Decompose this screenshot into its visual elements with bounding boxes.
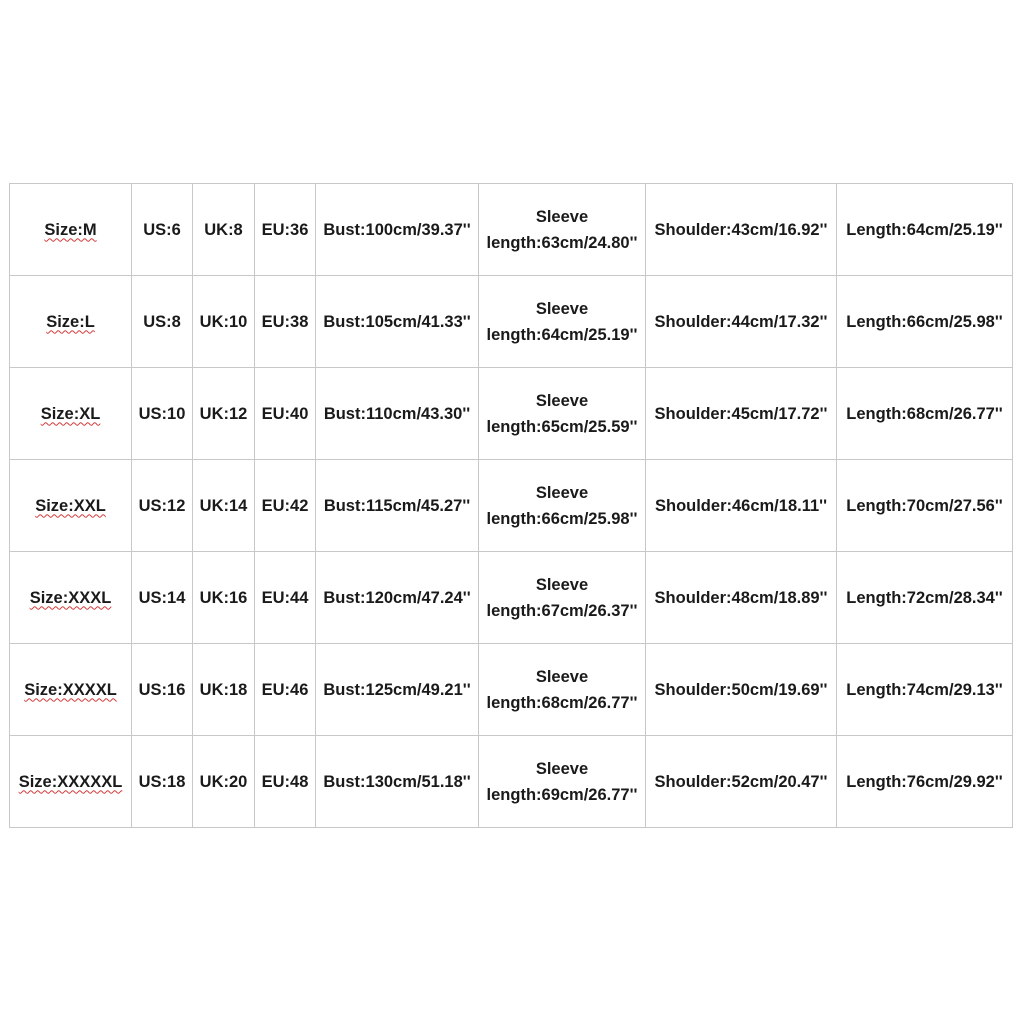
uk-size-cell: [193, 184, 255, 276]
length-text: Length:68cm/26.77'': [846, 404, 1003, 423]
bust-text: Bust:120cm/47.24'': [323, 588, 471, 607]
length-cell: [837, 644, 1013, 736]
table-row: [10, 736, 1013, 828]
length-cell: [837, 184, 1013, 276]
uk-size-cell: [193, 644, 255, 736]
eu-size-text: EU:38: [261, 312, 309, 331]
eu-size-text: EU:46: [261, 680, 309, 699]
eu-size-cell: [255, 552, 316, 644]
sleeve-length-cell: [479, 460, 646, 552]
eu-size-cell: [255, 644, 316, 736]
us-size-text: US:12: [138, 496, 186, 515]
sleeve-length-cell: [479, 184, 646, 276]
sleeve-length-text: Sleeve: [535, 483, 589, 502]
sleeve-length-text: Sleeve: [535, 759, 589, 778]
bust-cell: [316, 736, 479, 828]
sleeve-length-text: Sleeve: [535, 575, 589, 594]
bust-cell: [316, 644, 479, 736]
sleeve-length-cell: [479, 368, 646, 460]
size-text: Size:XXXXL: [24, 680, 117, 699]
us-size-cell: [132, 460, 193, 552]
bust-cell: [316, 460, 479, 552]
size-text: Size:XL: [40, 404, 101, 423]
shoulder-cell: [646, 368, 837, 460]
shoulder-text: Shoulder:45cm/17.72'': [654, 404, 828, 423]
us-size-text: US:6: [143, 220, 181, 239]
size-cell: [10, 736, 132, 828]
us-size-text: US:16: [138, 680, 186, 699]
table-row: [10, 184, 1013, 276]
uk-size-cell: [193, 552, 255, 644]
size-cell: [10, 368, 132, 460]
shoulder-cell: [646, 184, 837, 276]
uk-size-text: UK:14: [199, 496, 248, 515]
table-row: [10, 644, 1013, 736]
bust-text: Bust:115cm/45.27'': [323, 496, 471, 515]
eu-size-text: EU:44: [261, 588, 309, 607]
uk-size-text: UK:16: [199, 588, 248, 607]
eu-size-cell: [255, 276, 316, 368]
bust-text: Bust:100cm/39.37'': [323, 220, 471, 239]
eu-size-cell: [255, 184, 316, 276]
sleeve-length-cell: [479, 736, 646, 828]
shoulder-cell: [646, 736, 837, 828]
shoulder-cell: [646, 644, 837, 736]
sleeve-length-cell: [479, 552, 646, 644]
shoulder-text: Shoulder:43cm/16.92'': [654, 220, 828, 239]
sleeve-length-text: Sleeve: [535, 667, 589, 686]
length-cell: [837, 368, 1013, 460]
length-text: Length:66cm/25.98'': [846, 312, 1003, 331]
sleeve-length-cell: [479, 644, 646, 736]
eu-size-text: EU:40: [261, 404, 309, 423]
eu-size-text: EU:42: [261, 496, 309, 515]
length-text: Length:74cm/29.13'': [846, 680, 1003, 699]
shoulder-text: Shoulder:52cm/20.47'': [654, 772, 828, 791]
eu-size-cell: [255, 736, 316, 828]
table-row: [10, 460, 1013, 552]
size-text: Size:XXXXXL: [18, 772, 123, 791]
length-cell: [837, 736, 1013, 828]
uk-size-text: UK:10: [199, 312, 248, 331]
us-size-text: US:8: [143, 312, 181, 331]
table-row: [10, 552, 1013, 644]
size-cell: [10, 552, 132, 644]
bust-cell: [316, 184, 479, 276]
sleeve-length-text: length:68cm/26.77'': [486, 693, 638, 712]
eu-size-text: EU:48: [261, 772, 309, 791]
uk-size-text: UK:18: [199, 680, 248, 699]
length-text: Length:76cm/29.92'': [846, 772, 1003, 791]
uk-size-cell: [193, 368, 255, 460]
sleeve-length-text: length:63cm/24.80'': [486, 233, 638, 252]
us-size-cell: [132, 368, 193, 460]
size-text: Size:M: [44, 220, 97, 239]
bust-text: Bust:125cm/49.21'': [323, 680, 471, 699]
eu-size-cell: [255, 368, 316, 460]
length-cell: [837, 552, 1013, 644]
uk-size-cell: [193, 460, 255, 552]
us-size-cell: [132, 184, 193, 276]
length-text: Length:72cm/28.34'': [846, 588, 1003, 607]
eu-size-text: EU:36: [261, 220, 309, 239]
us-size-cell: [132, 552, 193, 644]
size-text: Size:XXXL: [29, 588, 112, 607]
size-text: Size:XXL: [35, 496, 106, 515]
sleeve-length-text: length:67cm/26.37'': [486, 601, 638, 620]
shoulder-text: Shoulder:50cm/19.69'': [654, 680, 828, 699]
bust-cell: [316, 276, 479, 368]
table-row: [10, 276, 1013, 368]
size-cell: [10, 460, 132, 552]
shoulder-text: Shoulder:46cm/18.11'': [654, 496, 827, 515]
size-chart-body: [10, 184, 1013, 828]
shoulder-text: Shoulder:48cm/18.89'': [654, 588, 828, 607]
us-size-cell: [132, 644, 193, 736]
shoulder-cell: [646, 552, 837, 644]
bust-cell: [316, 552, 479, 644]
us-size-text: US:18: [138, 772, 186, 791]
sleeve-length-text: length:65cm/25.59'': [486, 417, 638, 436]
bust-text: Bust:130cm/51.18'': [323, 772, 471, 791]
eu-size-cell: [255, 460, 316, 552]
sleeve-length-text: length:64cm/25.19'': [486, 325, 638, 344]
sleeve-length-text: Sleeve: [535, 207, 589, 226]
size-cell: [10, 276, 132, 368]
size-cell: [10, 644, 132, 736]
length-text: Length:70cm/27.56'': [846, 496, 1003, 515]
bust-text: Bust:110cm/43.30'': [323, 404, 471, 423]
sleeve-length-text: length:69cm/26.77'': [486, 785, 638, 804]
shoulder-cell: [646, 460, 837, 552]
length-cell: [837, 276, 1013, 368]
uk-size-text: UK:8: [204, 220, 243, 239]
size-cell: [10, 184, 132, 276]
sleeve-length-text: Sleeve: [535, 391, 589, 410]
bust-cell: [316, 368, 479, 460]
uk-size-text: UK:20: [199, 772, 248, 791]
size-chart-table: [9, 183, 1013, 828]
table-row: [10, 368, 1013, 460]
uk-size-cell: [193, 736, 255, 828]
us-size-cell: [132, 736, 193, 828]
us-size-text: US:10: [138, 404, 186, 423]
length-text: Length:64cm/25.19'': [846, 220, 1003, 239]
size-text: Size:L: [46, 312, 95, 331]
shoulder-cell: [646, 276, 837, 368]
shoulder-text: Shoulder:44cm/17.32'': [654, 312, 828, 331]
us-size-cell: [132, 276, 193, 368]
uk-size-cell: [193, 276, 255, 368]
sleeve-length-cell: [479, 276, 646, 368]
uk-size-text: UK:12: [199, 404, 248, 423]
sleeve-length-text: Sleeve: [535, 299, 589, 318]
bust-text: Bust:105cm/41.33'': [323, 312, 471, 331]
sleeve-length-text: length:66cm/25.98'': [486, 509, 638, 528]
us-size-text: US:14: [138, 588, 186, 607]
length-cell: [837, 460, 1013, 552]
